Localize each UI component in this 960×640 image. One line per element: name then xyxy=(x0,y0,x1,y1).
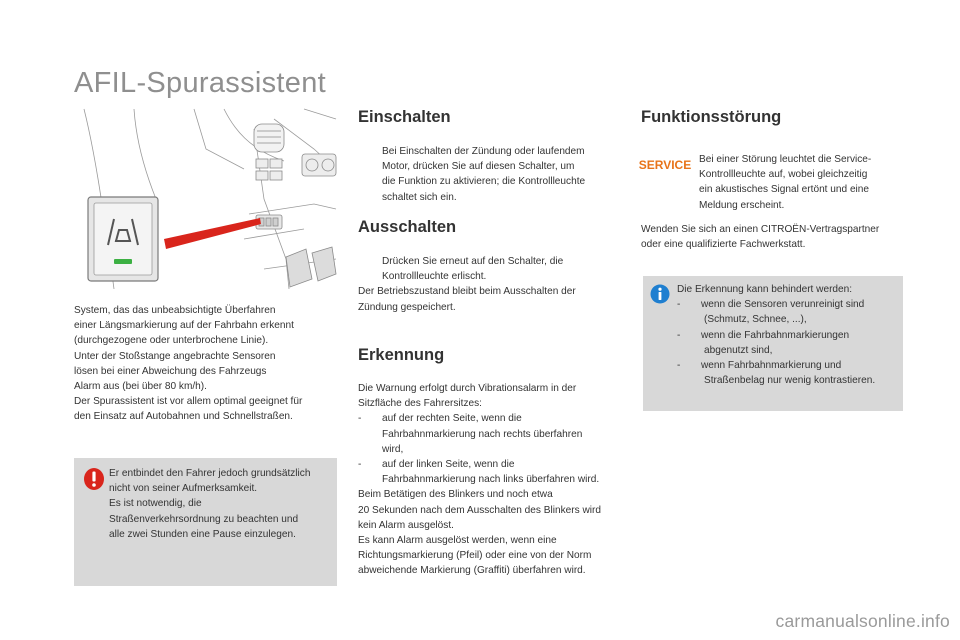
section-title-ausschalten: Ausschalten xyxy=(358,218,457,236)
text-line: Motor, drücken Sie auf diesen Schalter, um xyxy=(382,161,575,173)
text-line: Die Erkennung kann behindert werden: xyxy=(677,284,853,295)
text-line: Straßenbelag nur wenig kontrastieren. xyxy=(704,375,876,387)
einschalten-text xyxy=(358,144,628,205)
text-line: die Funktion zu aktivieren; die Kontrollleuchte xyxy=(382,176,586,188)
text-line: Kontrollleuchte auf, wobei gleichzeitig xyxy=(699,169,868,181)
dash-symbol: - xyxy=(677,299,681,311)
text-line: auf der linken Seite, wenn die xyxy=(382,459,515,471)
text-line: ein akustisches Signal ertönt und eine xyxy=(699,184,870,196)
watermark: carmanualsonline.info xyxy=(775,611,950,631)
text-line: Zündung gespeichert. xyxy=(358,301,456,313)
text-line: lösen bei einer Abweichung des Fahrzeugs xyxy=(74,365,267,377)
text-line: Die Warnung erfolgt durch Vibrationsalarm in der xyxy=(358,383,577,394)
service-label: SERVICE xyxy=(638,158,692,172)
info-text xyxy=(677,282,899,388)
pedals xyxy=(286,247,336,287)
text-line: wenn die Sensoren verunreinigt sind xyxy=(701,299,865,311)
dashboard-line xyxy=(304,109,336,119)
bullet-symbol xyxy=(358,144,382,205)
text-line: Straßenverkehrsordnung zu beachten und xyxy=(109,513,299,525)
bullet-item xyxy=(358,144,628,205)
text-line: oder eine qualifizierte Fachwerkstatt. xyxy=(641,239,806,251)
text-line: Er entbindet den Fahrer jedoch grundsätzlich xyxy=(109,468,311,479)
text-line: 20 Sekunden nach dem Ausschalten des Blinkers wird xyxy=(358,504,601,516)
section-title-funktionsstoerung: Funktionsstörung xyxy=(641,108,782,126)
dash-item xyxy=(677,297,899,327)
text-line: abgenutzt sind, xyxy=(704,344,773,356)
info-box xyxy=(643,276,903,411)
text-line: Drücken Sie erneut auf den Schalter, die xyxy=(382,256,564,267)
text-line: Bei einer Störung leuchtet die Service- xyxy=(699,154,872,165)
air-vent xyxy=(254,124,284,152)
text-line: Es kann Alarm ausgelöst werden, wenn eine xyxy=(358,535,557,547)
warning-text xyxy=(109,466,334,542)
warning-exclamation-icon xyxy=(83,467,105,491)
text-line: Fahrbahnmarkierung nach rechts überfahren xyxy=(382,428,583,440)
section-title-erkennung: Erkennung xyxy=(358,346,445,364)
erkennung-text xyxy=(358,381,628,579)
dashboard-line xyxy=(194,109,244,169)
text-line: abweichende Markierung (Graffiti) überfahren wird. xyxy=(358,565,586,577)
dash-symbol: - xyxy=(677,329,681,341)
text-line: Sitzfläche des Fahrersitzes: xyxy=(358,398,482,410)
text-line: einer Längsmarkierung auf der Fahrbahn erkennt xyxy=(74,320,294,332)
dashboard-line xyxy=(249,204,336,214)
service-description xyxy=(699,152,899,213)
afil-switch-illustration xyxy=(74,109,337,289)
afil-button-zoom xyxy=(88,197,158,281)
text-line: System, das das unbeabsichtigte Überfahren xyxy=(74,305,276,316)
text-line: Kontrollleuchte erlischt. xyxy=(382,271,487,283)
text-line: Wenden Sie sich an einen CITROËN-Vertragspartner xyxy=(641,224,880,235)
bullet-symbol xyxy=(358,254,382,284)
text-line: wenn Fahrbahnmarkierung und xyxy=(701,360,842,372)
pointer-arrow xyxy=(164,218,261,249)
contact-text xyxy=(641,222,916,252)
text-line: alle zwei Stunden eine Pause einzulegen. xyxy=(109,528,296,540)
text-line: wenn die Fahrbahnmarkierungen xyxy=(701,329,850,341)
dash-item xyxy=(677,358,899,388)
text-line: Richtungsmarkierung (Pfeil) oder eine von der Norm xyxy=(358,550,592,562)
text-line: (durchgezogene oder unterbrochene Linie). xyxy=(74,335,269,347)
text-line: (Schmutz, Schnee, ...), xyxy=(704,314,807,326)
control-knobs xyxy=(256,154,336,180)
dash-item xyxy=(358,411,628,457)
text-line: nicht von seiner Aufmerksamkeit. xyxy=(109,483,258,495)
dash-symbol: - xyxy=(677,360,681,372)
dashboard-line xyxy=(134,109,156,199)
dash-item xyxy=(677,328,899,358)
warning-box xyxy=(74,458,337,586)
info-icon xyxy=(650,284,670,304)
text-line: den Einsatz auf Autobahnen und Schnellstraßen. xyxy=(74,411,293,423)
dashboard-line xyxy=(244,229,304,239)
dash-symbol: - xyxy=(358,413,362,425)
text-line: Alarm aus (bei über 80 km/h). xyxy=(74,381,207,393)
text-line: Unter der Stoßstange angebrachte Sensoren xyxy=(74,350,276,362)
dash-symbol: - xyxy=(358,459,362,471)
ausschalten-text xyxy=(358,254,628,315)
text-line: schaltet sich ein. xyxy=(382,191,457,203)
text-line: Bei Einschalten der Zündung oder laufendem xyxy=(382,146,585,157)
dash-item xyxy=(358,457,628,487)
system-description xyxy=(74,303,344,425)
bullet-item xyxy=(358,254,628,284)
text-line: Beim Betätigen des Blinkers und noch etwa xyxy=(358,489,553,501)
text-line: kein Alarm ausgelöst. xyxy=(358,519,454,531)
service-warning-icon xyxy=(638,155,692,174)
text-line: Der Betriebszustand bleibt beim Ausschalten der xyxy=(358,286,576,298)
section-title-einschalten: Einschalten xyxy=(358,108,451,126)
text-line: auf der rechten Seite, wenn die xyxy=(382,413,522,425)
text-line: Es ist notwendig, die xyxy=(109,498,202,510)
text-line: Der Spurassistent ist vor allem optimal geeignet für xyxy=(74,396,303,408)
indicator-led xyxy=(114,259,132,264)
page-title: AFIL-Spurassistent xyxy=(74,67,326,99)
text-line: Meldung erscheint. xyxy=(699,199,785,211)
text-line: wird, xyxy=(382,443,404,455)
text-line: Fahrbahnmarkierung nach links überfahren wird. xyxy=(382,474,600,486)
